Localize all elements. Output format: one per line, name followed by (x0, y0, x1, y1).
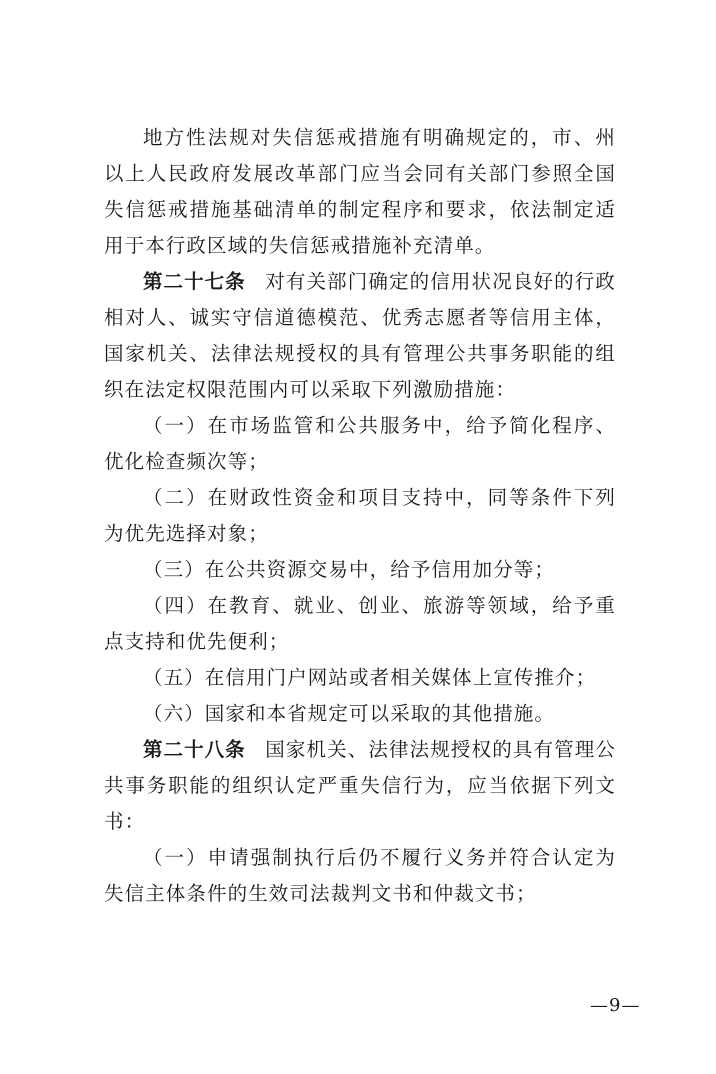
article-27-heading: 第二十七条 (143, 270, 246, 293)
article-28-text: 国家机关、法律法规授权的具有管理公共事务职能的组织认定严重失信行为，应当依据下列文书： (104, 738, 616, 833)
paragraph-1-text: 地方性法规对失信惩戒措施有明确规定的，市、州以上人民政府发展改革部门应当会同有关部门参照全国失信惩戒措施基础清单的制定程序和要求，依法制定适用于本行政区域的失信惩戒措施补充清单。 (104, 126, 616, 257)
item-text: （一）申请强制执行后仍不履行义务并符合认定为失信主体条件的生效司法裁判文书和仲裁文书； (104, 846, 616, 905)
article-28-item-1 (104, 840, 616, 912)
article-27-item-6 (104, 696, 616, 732)
article-27-paragraph (104, 264, 616, 408)
article-27-item-1 (104, 408, 616, 480)
article-28-heading: 第二十八条 (143, 738, 246, 761)
page-number: —9— (590, 995, 641, 1016)
item-text: （六）国家和本省规定可以采取的其他措施。 (143, 702, 556, 725)
article-27-text: 对有关部门确定的信用状况良好的行政相对人、诚实守信道德模范、优秀志愿者等信用主体，国家机关、法律法规授权的具有管理公共事务职能的组织在法定权限范围内可以采取下列激励措施： (104, 270, 616, 401)
document-body (104, 120, 616, 912)
item-text: （三）在公共资源交易中，给予信用加分等； (143, 558, 556, 581)
item-text: （五）在信用门户网站或者相关媒体上宣传推介； (143, 666, 597, 689)
item-text: （一）在市场监管和公共服务中，给予简化程序、优化检查频次等； (104, 414, 616, 473)
article-28-paragraph (104, 732, 616, 840)
article-27-item-3 (104, 552, 616, 588)
paragraph-1 (104, 120, 616, 264)
item-text: （四）在教育、就业、创业、旅游等领域，给予重点支持和优先便利； (104, 594, 616, 653)
item-text: （二）在财政性资金和项目支持中，同等条件下列为优先选择对象； (104, 486, 616, 545)
article-27-item-5 (104, 660, 616, 696)
article-27-item-4 (104, 588, 616, 660)
article-27-item-2 (104, 480, 616, 552)
